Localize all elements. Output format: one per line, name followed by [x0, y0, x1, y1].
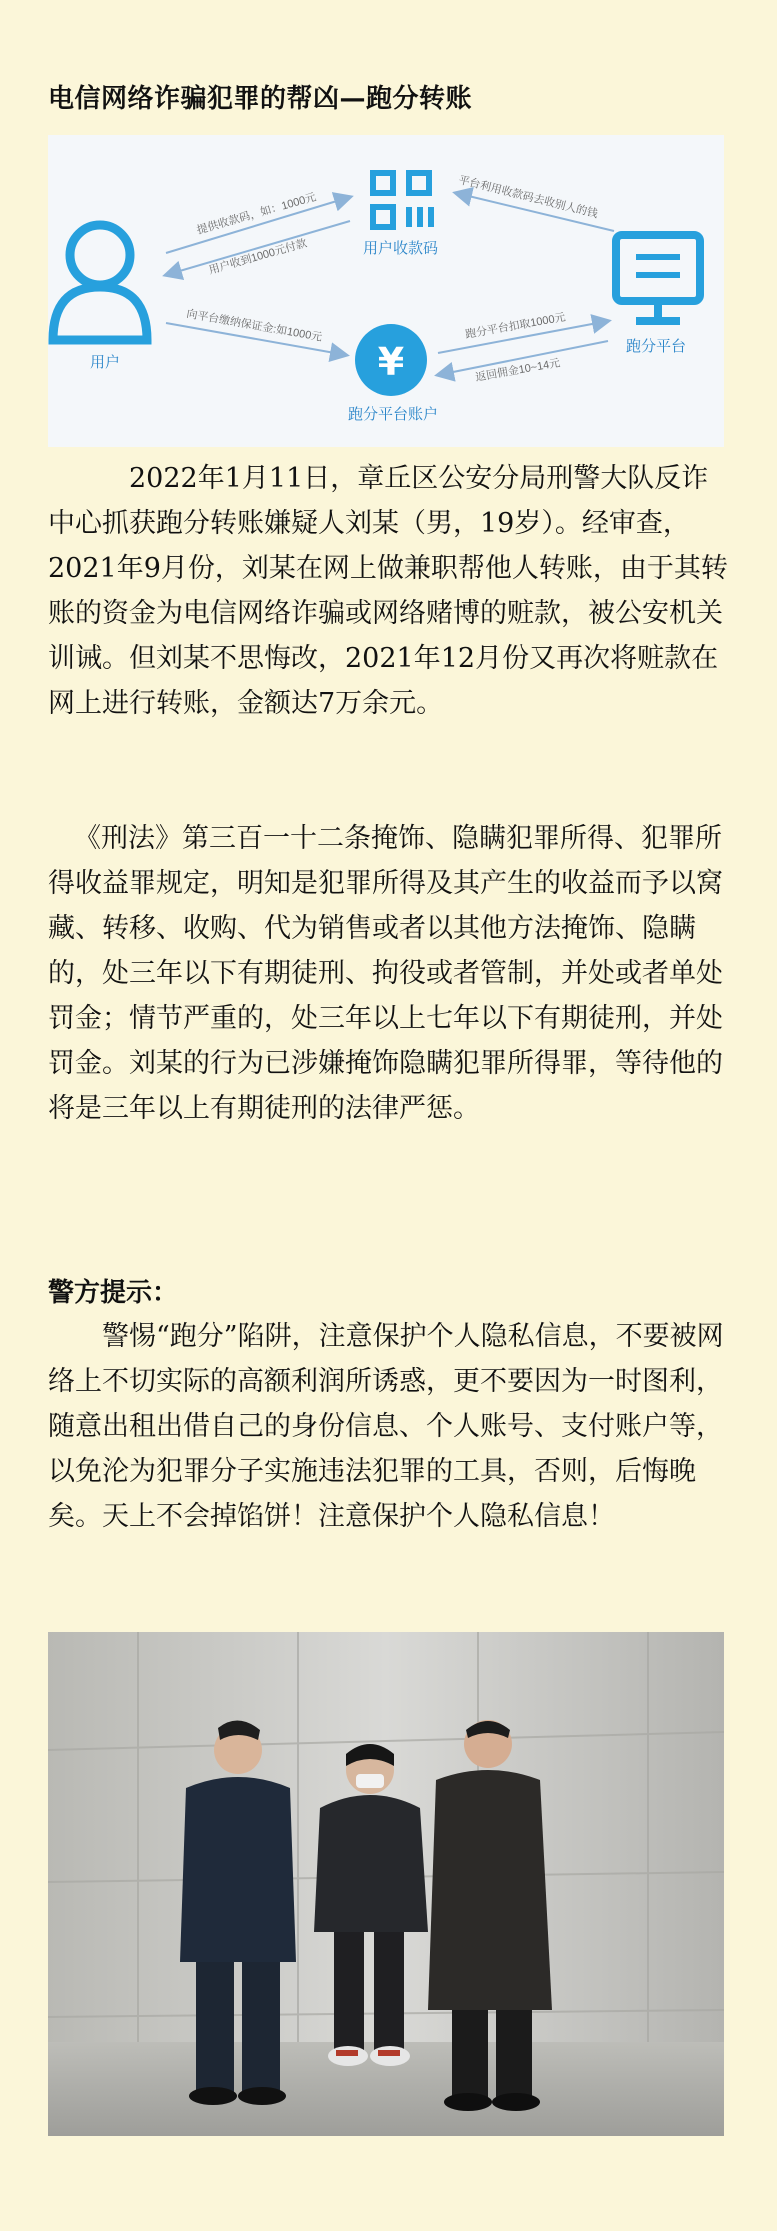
warning-paragraph: 警惕“跑分”陷阱，注意保护个人隐私信息，不要被网络上不切实际的高额利润所诱惑，更不要因为一时图利，随意出租出借自己的身份信息、个人账号、支付账户等，以免沦为犯罪分子实施违法犯罪的工具，否则，后悔晚矣。	[48, 1321, 724, 1532]
money-flow-diagram	[48, 135, 724, 447]
monitor-icon	[616, 235, 700, 321]
arrow-provide-code-label: 提供收款码，如：1000元	[195, 191, 318, 237]
user-label: 用户	[90, 354, 121, 371]
arrow-commission-label: 返回佣金10~14元	[474, 357, 562, 384]
case-paragraph: 2022年1月11日，章丘区公安分局刑警大队反诈中心抓获跑分转账嫌疑人刘某（男，19岁）。经审查，2021年9月份，刘某在网上做兼职帮他人转账，由于其转账的资金为电信网络诈骗或网络赌博的赃款，被公安机关训诫。但刘某不思悔改，2021年12月份又再次将赃款在网上进行转账，金额达7万余元。	[48, 463, 728, 719]
arrow-platform-collects-label: 平台利用收款码去收别人的钱	[457, 174, 599, 221]
warning-heading: 警方提示：	[48, 1278, 179, 1308]
arrow-deposit-label: 向平台缴纳保证金:如1000元	[185, 308, 324, 344]
arrow-deduct-label: 跑分平台扣取1000元	[464, 311, 567, 341]
closing-line: 天上不会掉馅饼！注意保护个人隐私信息！	[102, 1501, 615, 1532]
platform-label: 跑分平台	[626, 338, 687, 355]
arrow-user-receives-label: 用户收到1000元付款	[207, 237, 309, 277]
svg-text:¥: ¥	[377, 340, 405, 384]
user-icon	[53, 225, 147, 340]
qr-label: 用户收款码	[363, 240, 439, 257]
law-paragraph: 《刑法》第三百一十二条掩饰、隐瞒犯罪所得、犯罪所得收益罪规定，明知是犯罪所得及其产生的收益而予以窝藏、转移、收购、代为销售或者以其他方法掩饰、隐瞒的，处三年以下有期徒刑、拘役或者管制，并处或者单处罚金；情节严重的，处三年以上七年以下有期徒刑，并处罚金。刘某的行为已涉嫌掩饰隐瞒犯罪所得罪，等待他的将是三年以上有期徒刑的法律严惩。	[48, 823, 723, 1124]
article-title: 电信网络诈骗犯罪的帮凶—跑分转账	[48, 84, 473, 114]
account-label: 跑分平台账户	[348, 406, 439, 423]
yuan-coin-icon	[355, 324, 427, 396]
arrest-photo	[48, 1632, 724, 2136]
qr-code-icon	[373, 173, 431, 227]
